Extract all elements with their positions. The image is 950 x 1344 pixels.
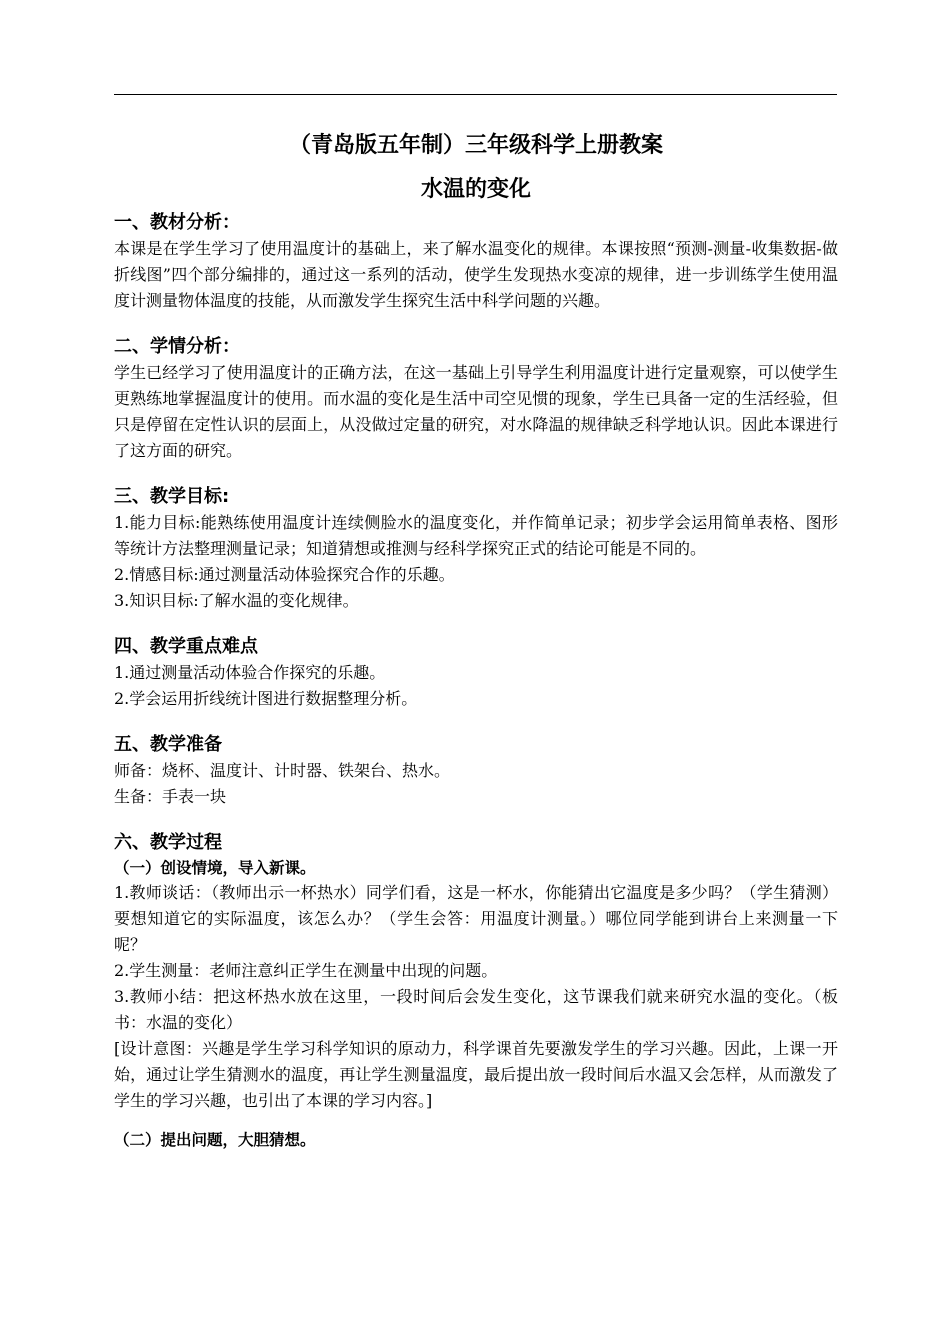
process-step: 2.学生测量：老师注意纠正学生在测量中出现的问题。 — [114, 961, 498, 980]
design-note: [设计意图：兴趣是学生学习科学知识的原动力，科学课首先要激发学生的学习兴趣。因此，上课一开始，通过让学生猜测水的温度，再让学生测量温度，最后提出放一段时间后水温又会怎样，从而激发了学生的学习兴趣，也引出了本课的学习内容。] — [114, 1039, 838, 1110]
document-title: （青岛版五年制）三年级科学上册教案 — [288, 133, 663, 158]
preparation-item: 生备：手表一块 — [114, 787, 227, 806]
section-heading-objectives: 三、教学目标: — [114, 486, 230, 507]
preparation-item: 师备：烧杯、温度计、计时器、铁架台、热水。 — [114, 761, 451, 780]
objective-item: 1.能力目标:能熟练使用温度计连续侧脸水的温度变化，并作简单记录；初步学会运用简单表格、图形等统计方法整理测量记录；知道猜想或推测与经科学探究正式的结论可能是不同的。 — [114, 513, 838, 558]
section-heading-key-points: 四、教学重点难点 — [114, 636, 258, 657]
key-point-item: 1.通过测量活动体验合作探究的乐趣。 — [114, 663, 386, 682]
objective-item: 2.情感目标:通过测量活动体验探究合作的乐趣。 — [114, 565, 455, 584]
section-body-materials: 本课是在学生学习了使用温度计的基础上，来了解水温变化的规律。本课按照“预测-测量-收集数据-做折线图”四个部分编排的，通过这一系列的活动，使学生发现热水变凉的规律，进一步训练学生使用温度计测量物体温度的技能，从而激发学生探究生活中科学问题的兴趣。 — [114, 239, 838, 310]
section-heading-materials: 一、教材分析： — [114, 212, 240, 233]
header-rule — [114, 94, 837, 95]
document-body — [114, 130, 838, 1152]
process-part-heading: （一）创设情境，导入新课。 — [114, 859, 316, 877]
process-step: 1.教师谈话：（教师出示一杯热水）同学们看，这是一杯水，你能猜出它温度是多少吗？（学生猜测）要想知道它的实际温度，该怎么办？（学生会答：用温度计测量。）哪位同学能到讲台上来测量一下呢？ — [114, 883, 838, 954]
lesson-title: 水温的变化 — [420, 177, 531, 202]
process-part-heading: （二）提出问题，大胆猜想。 — [114, 1131, 316, 1149]
objective-item: 3.知识目标:了解水温的变化规律。 — [114, 591, 359, 610]
section-body-students: 学生已经学习了使用温度计的正确方法，在这一基础上引导学生利用温度计进行定量观察，可以使学生更熟练地掌握温度计的使用。而水温的变化是生活中司空见惯的现象，学生已具备一定的生活经验，但只是停留在定性认识的层面上，从没做过定量的研究，对水降温的规律缺乏科学地认识。因此本课进行了这方面的研究。 — [114, 363, 838, 460]
key-point-item: 2.学会运用折线统计图进行数据整理分析。 — [114, 689, 418, 708]
section-heading-process: 六、教学过程 — [114, 832, 222, 853]
section-heading-students: 二、学情分析： — [114, 336, 240, 357]
process-step: 3.教师小结：把这杯热水放在这里，一段时间后会发生变化，这节课我们就来研究水温的变化。（板书：水温的变化） — [114, 987, 838, 1032]
section-heading-preparation: 五、教学准备 — [114, 734, 222, 755]
